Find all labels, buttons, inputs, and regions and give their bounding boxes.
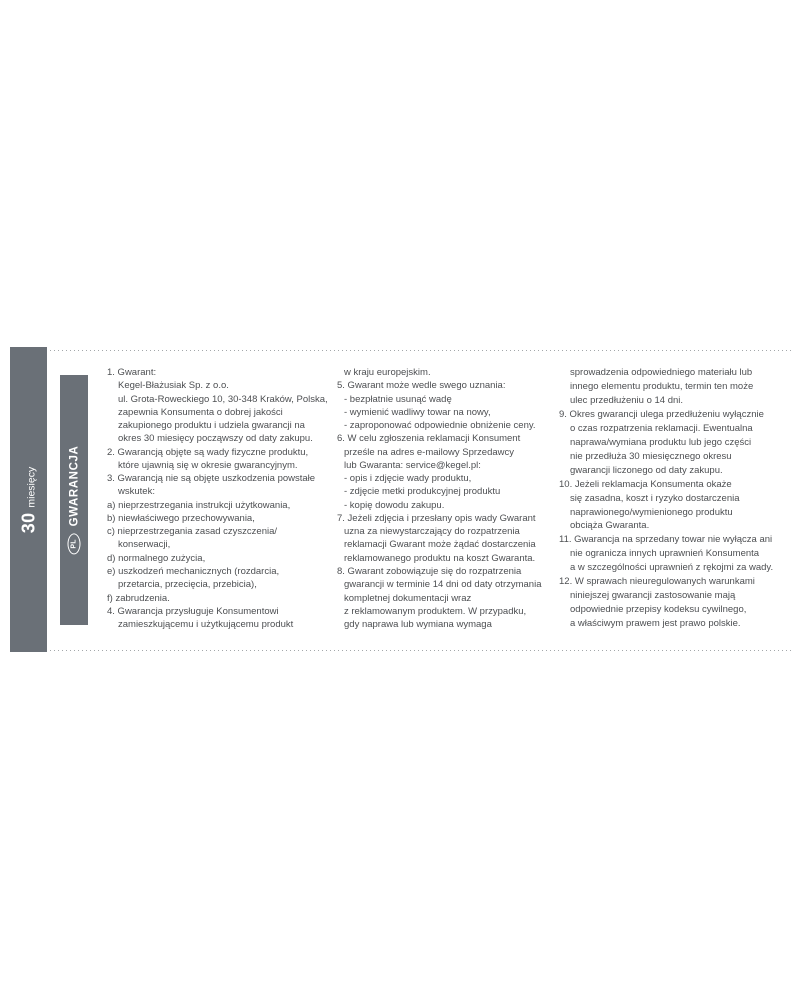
terms-line: 9. Okres gwarancji ulega przedłużeniu wyłącznie xyxy=(559,408,764,420)
terms-line: 3. Gwarancją nie są objęte uszkodzenia powstałe xyxy=(107,473,316,485)
terms-line: 2. Gwarancją objęte są wady fizyczne produktu, xyxy=(107,446,309,458)
terms-line: 7. Jeżeli zdjęcia i przesłany opis wady Gwarant xyxy=(337,512,536,524)
terms-line: a właściwym prawem jest prawo polskie. xyxy=(570,618,741,630)
warranty-badge-label: GWARANCJA xyxy=(68,445,80,527)
terms-line: 5. Gwarant może wedle swego uznania: xyxy=(337,380,506,392)
terms-line: wskutek: xyxy=(118,486,155,498)
terms-line: 11. Gwarancja na sprzedany towar nie wyłącza ani xyxy=(559,534,773,546)
terms-line: zapewnia Konsumenta o dobrej jakości xyxy=(118,406,283,418)
terms-line: w kraju europejskim. xyxy=(344,367,431,378)
terms-line: prześle na adres e-mailowy Sprzedawcy xyxy=(344,446,515,458)
terms-line: z reklamowanym produktem. W przypadku, xyxy=(344,605,527,617)
terms-line: przetarcia, przecięcia, przebicia), xyxy=(118,579,257,591)
terms-line: gwarancji liczonego od daty zakupu. xyxy=(570,464,723,476)
terms-line: odpowiednie przepisy kodeksu cywilnego, xyxy=(570,604,747,616)
terms-line: a w szczególności uprawnień z rękojmi za wady. xyxy=(570,562,774,574)
terms-line: Kegel-Błażusiak Sp. z o.o. xyxy=(118,380,229,392)
terms-line: konserwacji, xyxy=(118,539,171,551)
duration-value: 30 xyxy=(18,512,38,533)
warranty-terms-column-1 xyxy=(107,366,329,631)
cut-line-bottom xyxy=(50,650,792,651)
terms-line: f) zabrudzenia. xyxy=(107,592,170,604)
terms-line: a) nieprzestrzegania instrukcji użytkowania, xyxy=(107,499,291,511)
terms-line: zakupionego produktu i udziela gwarancji na xyxy=(118,420,305,432)
terms-line: naprawa/wymiana produktu lub jego części xyxy=(570,436,752,448)
terms-line: - zdjęcie metki produkcyjnej produktu xyxy=(344,486,501,498)
terms-line: 12. W sprawach nieuregulowanych warunkami xyxy=(559,576,755,588)
terms-line: reklamowanego produktu na koszt Gwaranta. xyxy=(344,552,536,564)
terms-line: się zasadna, koszt i ryzyko dostarczenia xyxy=(570,492,740,504)
terms-line: nie przedłuża 30 miesięcznego okresu xyxy=(570,450,732,462)
terms-line: o czas rozpatrzenia reklamacji. Ewentualna xyxy=(570,422,753,434)
terms-line: b) niewłaściwego przechowywania, xyxy=(107,512,255,524)
terms-line: 4. Gwarancja przysługuje Konsumentowi xyxy=(107,605,279,617)
terms-line: uzna za niewystarczający do rozpatrzenia xyxy=(344,526,520,538)
terms-line: naprawionego/wymienionego produktu xyxy=(570,506,733,518)
terms-line: ul. Grota-Roweckiego 10, 30-348 Kraków, Polska, xyxy=(118,393,328,405)
pl-country-badge-icon: PL xyxy=(68,533,81,554)
terms-line: 8. Gwarant zobowiązuje się do rozpatrzenia xyxy=(337,565,522,577)
duration-unit: miesięcy xyxy=(25,466,37,508)
terms-line: lub Gwaranta: service@kegel.pl: xyxy=(344,459,481,471)
terms-line: e) uszkodzeń mechanicznych (rozdarcia, xyxy=(107,565,280,577)
terms-line: kompletnej dokumentacji wraz xyxy=(344,592,472,604)
terms-line: obciąża Gwaranta. xyxy=(570,520,650,532)
terms-line: reklamacji Gwarant może żądać dostarczenia xyxy=(344,539,536,551)
warranty-badge xyxy=(68,446,81,555)
warranty-badge-bar xyxy=(60,375,88,625)
terms-line: innego elementu produktu, termin ten może xyxy=(570,380,754,392)
terms-line: sprowadzenia odpowiedniego materiału lub xyxy=(570,367,753,378)
warranty-duration-label xyxy=(18,466,39,532)
terms-line: ulec przedłużeniu o 14 dni. xyxy=(570,394,684,406)
terms-line: niniejszej gwarancji zastosowanie mają xyxy=(570,590,736,602)
terms-line: okres 30 miesięcy począwszy od daty zakupu. xyxy=(118,433,313,445)
terms-line: które ujawnią się w okresie gwarancyjnym. xyxy=(118,459,298,471)
terms-line: - kopię dowodu zakupu. xyxy=(344,499,445,511)
terms-line: d) normalnego zużycia, xyxy=(107,552,206,564)
warranty-duration-bar xyxy=(10,347,47,652)
terms-line: - wymienić wadliwy towar na nowy, xyxy=(344,406,491,418)
terms-line: 1. Gwarant: xyxy=(107,367,157,378)
cut-line-top xyxy=(50,350,792,351)
terms-line: gwarancji w terminie 14 dni od daty otrzymania xyxy=(344,579,542,591)
warranty-terms-column-3 xyxy=(559,366,779,631)
terms-line: 6. W celu zgłoszenia reklamacji Konsument xyxy=(337,433,521,445)
warranty-terms-column-2 xyxy=(337,366,549,631)
terms-line: zamieszkującemu i użytkującemu produkt xyxy=(118,619,294,631)
terms-line: gdy naprawa lub wymiana wymaga xyxy=(344,619,492,631)
terms-line: - zaproponować odpowiednie obniżenie ceny. xyxy=(344,420,536,432)
terms-line: 10. Jeżeli reklamacja Konsumenta okaże xyxy=(559,478,732,490)
terms-line: c) nieprzestrzegania zasad czyszczenia/ xyxy=(107,526,278,538)
terms-line: - opis i zdjęcie wady produktu, xyxy=(344,473,472,485)
terms-line: nie ogranicza innych uprawnień Konsumenta xyxy=(570,548,760,560)
terms-line: - bezpłatnie usunąć wadę xyxy=(344,393,452,405)
